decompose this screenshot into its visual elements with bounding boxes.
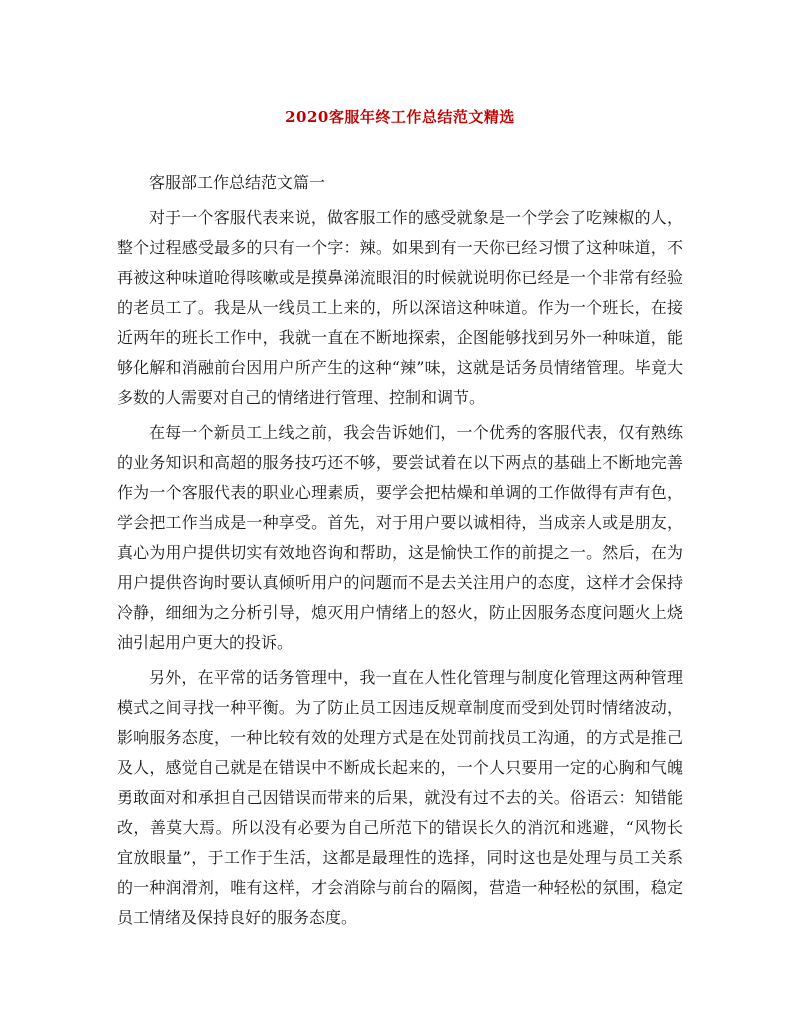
paragraph-1: 对于一个客服代表来说，做客服工作的感受就象是一个学会了吃辣椒的人，整个过程感受最多的只有一个字：辣。如果到有一天你已经习惯了这种味道，不再被这种味道呛得咳嗽或是摸鼻涕流眼泪的时候就说明你已经是一个非常有经验的老员工了。我是从一线员工上来的，所以深谙这种味道。作为一个班长，在接近两年的班长工作中，我就一直在不断地探索，企图能够找到另外一种味道，能够化解和消融前台因用户所产生的这种“辣”味，这就是话务员情绪管理。毕竟大多数的人需要对自己的情绪进行管理、控制和调节。 bbox=[117, 208, 683, 407]
section-subheading: 客服部工作总结范文篇一 bbox=[149, 173, 326, 192]
document-body bbox=[117, 168, 683, 933]
paragraph-3: 另外，在平常的话务管理中，我一直在人性化管理与制度化管理这两种管理模式之间寻找一种平衡。为了防止员工因违反规章制度而受到处罚时情绪波动，影响服务态度，一种比较有效的处理方式是在处罚前找员工沟通，的方式是推己及人，感觉自己就是在错误中不断成长起来的，一个人只要用一定的心胸和气魄勇敢面对和承担自己因错误而带来的后果，就没有过不去的关。俗语云：知错能改，善莫大焉。所以没有必要为自己所范下的错误长久的消沉和逃避，“风物长宜放眼量”，于工作于生活，这都是最理性的选择，同时这也是处理与员工关系的一种润滑剂，唯有这样，才会消除与前台的隔阂，营造一种轻松的氛围，稳定员工情绪及保持良好的服务态度。 bbox=[117, 668, 683, 927]
document-title: 2020客服年终工作总结范文精选 bbox=[285, 108, 515, 126]
paragraph-2: 在每一个新员工上线之前，我会告诉她们，一个优秀的客服代表，仅有熟练的业务知识和高超的服务技巧还不够，要尝试着在以下两点的基础上不断地完善作为一个客服代表的职业心理素质，要学会把枯燥和单调的工作做得有声有色，学会把工作当成是一种享受。首先，对于用户要以诚相待，当成亲人或是朋友，真心为用户提供切实有效地咨询和帮助，这是愉快工作的前提之一。然后，在为用户提供咨询时要认真倾听用户的问题而不是去关注用户的态度，这样才会保持冷静，细细为之分析引导，熄灭用户情绪上的怒火，防止因服务态度问题火上烧油引起用户更大的投诉。 bbox=[117, 423, 683, 652]
